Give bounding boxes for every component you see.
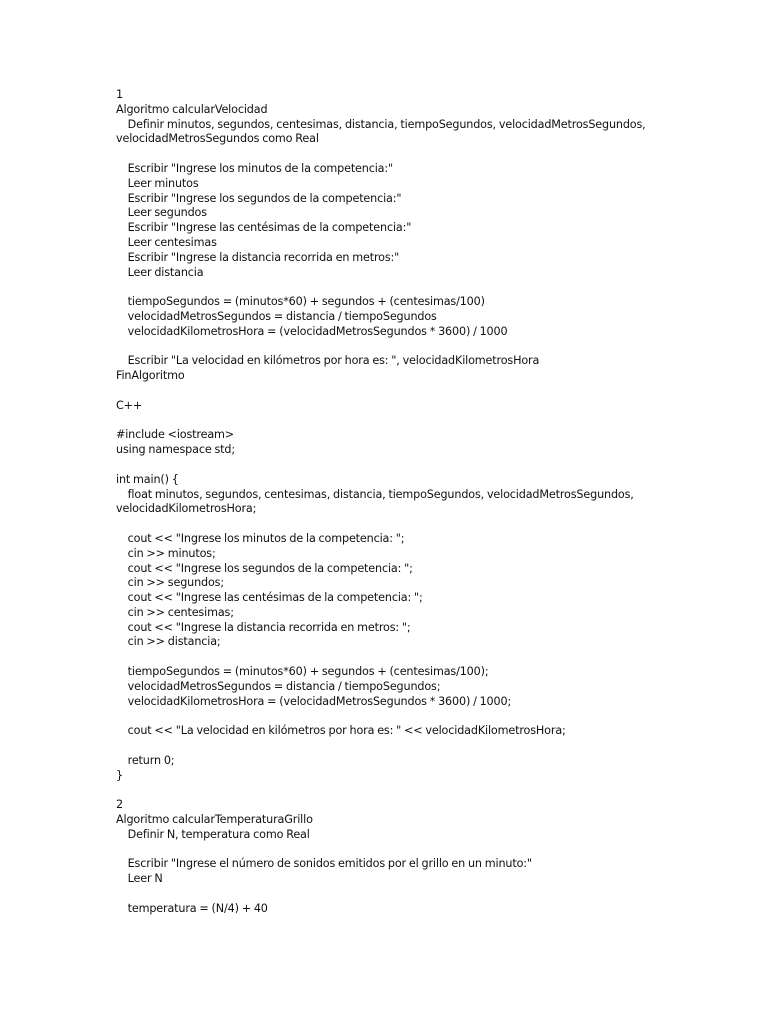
text-line: Escribir "Ingrese las centésimas de la competencia:"	[116, 221, 412, 235]
text-line: FinAlgoritmo	[116, 369, 185, 383]
text-line: velocidadKilometrosHora = (velocidadMetrosSegundos * 3600) / 1000;	[116, 694, 512, 708]
text-line: Leer minutos	[116, 176, 199, 190]
blank-line	[116, 458, 736, 473]
text-line: velocidadMetrosSegundos = distancia / tiempoSegundos;	[116, 679, 441, 693]
text-line: temperatura = (N/4) + 40	[116, 901, 268, 915]
text-line: 2	[116, 798, 123, 812]
text-line: tiempoSegundos = (minutos*60) + segundos + (centesimas/100);	[116, 665, 489, 679]
text-line: cout << "Ingrese las centésimas de la competencia: ";	[116, 591, 423, 605]
text-line: int main() {	[116, 472, 179, 486]
text-line: Leer centesimas	[116, 235, 217, 249]
blank-line	[116, 739, 736, 754]
blank-line	[116, 517, 736, 532]
text-line: Escribir "La velocidad en kilómetros por hora es: ", velocidadKilometrosHora	[116, 354, 540, 368]
text-line: velocidadKilometrosHora;	[116, 502, 257, 516]
blank-line	[116, 414, 736, 429]
text-line: cin >> distancia;	[116, 635, 221, 649]
text-line: cin >> segundos;	[116, 576, 224, 590]
blank-line	[116, 783, 736, 798]
blank-line	[116, 843, 736, 858]
text-line: Leer segundos	[116, 206, 207, 220]
text-line: Algoritmo calcularVelocidad	[116, 102, 268, 116]
text-line: cout << "Ingrese los segundos de la competencia: ";	[116, 561, 413, 575]
blank-line	[116, 340, 736, 355]
text-line: Definir N, temperatura como Real	[116, 827, 310, 841]
text-line: Escribir "Ingrese la distancia recorrida en metros:"	[116, 250, 400, 264]
text-line: float minutos, segundos, centesimas, distancia, tiempoSegundos, velocidadMetrosSegundos,	[116, 487, 634, 501]
text-line: cout << "Ingrese los minutos de la competencia: ";	[116, 531, 405, 545]
text-line: 1	[116, 88, 123, 101]
blank-line	[116, 887, 736, 902]
text-line: Escribir "Ingrese los segundos de la competencia:"	[116, 191, 402, 205]
text-line: velocidadMetrosSegundos = distancia / tiempoSegundos	[116, 309, 437, 323]
text-line: Escribir "Ingrese los minutos de la competencia:"	[116, 161, 394, 175]
text-line: Leer distancia	[116, 265, 204, 279]
text-line: cin >> centesimas;	[116, 605, 234, 619]
blank-line	[116, 147, 736, 162]
text-line: using namespace std;	[116, 443, 235, 457]
text-line: }	[116, 768, 123, 782]
text-line: velocidadMetrosSegundos como Real	[116, 132, 319, 146]
text-line: cin >> minutos;	[116, 546, 216, 560]
text-line: cout << "La velocidad en kilómetros por hora es: " << velocidadKilometrosHora;	[116, 724, 566, 738]
blank-line	[116, 650, 736, 665]
text-line: #include <iostream>	[116, 428, 235, 442]
text-line: C++	[116, 398, 143, 412]
text-line: velocidadKilometrosHora = (velocidadMetrosSegundos * 3600) / 1000	[116, 324, 508, 338]
text-line: tiempoSegundos = (minutos*60) + segundos + (centesimas/100)	[116, 295, 485, 309]
text-line: cout << "Ingrese la distancia recorrida en metros: ";	[116, 620, 411, 634]
text-line: Definir minutos, segundos, centesimas, distancia, tiempoSegundos, velocidadMetrosSegundos,	[116, 117, 646, 131]
blank-line	[116, 384, 736, 399]
text-line: return 0;	[116, 753, 175, 767]
document-text	[116, 88, 736, 917]
blank-line	[116, 280, 736, 295]
blank-line	[116, 709, 736, 724]
text-line: Escribir "Ingrese el número de sonidos emitidos por el grillo en un minuto:"	[116, 857, 532, 871]
text-line: Leer N	[116, 872, 163, 886]
text-line: Algoritmo calcularTemperaturaGrillo	[116, 813, 313, 827]
